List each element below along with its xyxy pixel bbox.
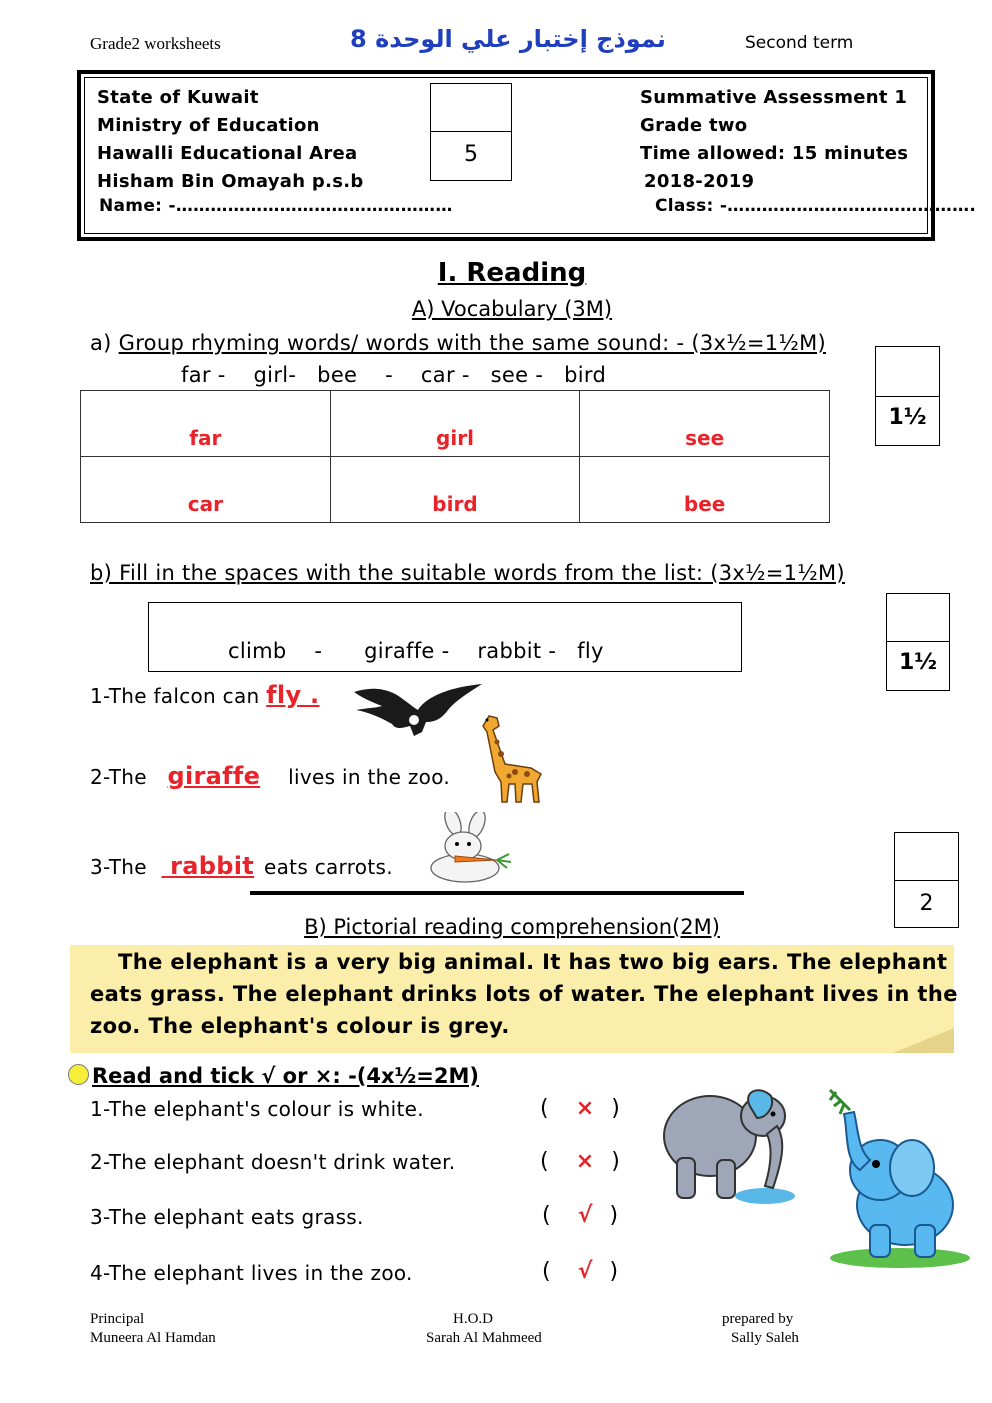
passage-line: zoo. The elephant's colour is grey. xyxy=(90,1014,510,1038)
prepared-title: prepared by xyxy=(722,1311,794,1327)
blue-elephant-image xyxy=(810,1080,975,1270)
sentence-text: lives in the zoo. xyxy=(288,765,451,789)
rabbit-image xyxy=(415,812,515,886)
rhyme-word-list: far - girl- bee - car - see - bird xyxy=(181,363,607,387)
statement-4: 4-The elephant lives in the zoo. xyxy=(90,1261,413,1285)
paren-close: ) xyxy=(611,1096,620,1121)
table-cell[interactable]: bird xyxy=(330,457,580,523)
score-box-a xyxy=(875,346,940,446)
arabic-title-text: نموذج إختبار علي الوحدة xyxy=(375,25,666,53)
grey-elephant-image xyxy=(655,1078,805,1208)
assessment-line: 2018-2019 xyxy=(644,171,755,192)
paren-open: ( xyxy=(540,1096,549,1121)
question-a xyxy=(90,331,826,355)
passage-line: The elephant is a very big animal. It has two big ears. The elephant xyxy=(118,950,948,974)
cross-mark: × xyxy=(575,1149,595,1174)
paren-open: ( xyxy=(542,1259,551,1284)
question-b: b) Fill in the spaces with the suitable words from the list: (3x½=1½M) xyxy=(90,561,845,585)
falcon-image xyxy=(352,670,492,742)
table-cell[interactable]: girl xyxy=(330,391,580,457)
question-a-text: Group rhyming words/ words with the same sound: - (3x½=1½M) xyxy=(118,331,827,355)
sentence-text: 2-The xyxy=(90,765,154,789)
paren-close: ) xyxy=(609,1203,619,1228)
table-cell[interactable]: see xyxy=(580,391,830,457)
name-field[interactable]: Name: -………………………………………… xyxy=(99,196,453,216)
section-title-suffix: . Reading xyxy=(447,258,587,288)
tick-instruction: Read and tick √ or ×: -(4x½=2M) xyxy=(92,1064,479,1088)
section-title xyxy=(0,258,992,288)
answer-rabbit[interactable]: rabbit xyxy=(161,852,255,880)
assessment-line: Time allowed: 15 minutes xyxy=(640,143,909,164)
vocabulary-subtitle: A) Vocabulary (3M) xyxy=(411,297,613,321)
divider xyxy=(250,891,744,895)
table-row xyxy=(81,457,830,523)
paren-open: ( xyxy=(540,1149,549,1174)
school-line: Hisham Bin Omayah p.s.b xyxy=(97,171,364,192)
hod-name: Sarah Al Mahmeed xyxy=(426,1330,542,1346)
top-right-label: Second term xyxy=(745,33,854,53)
sentence-text: eats carrots. xyxy=(264,855,393,879)
sentence-text: 1-The falcon can xyxy=(90,684,267,708)
score-b: 1½ xyxy=(898,650,938,675)
table-cell[interactable]: bee xyxy=(580,457,830,523)
school-line: Ministry of Education xyxy=(97,115,320,136)
sentence-text: 3-The xyxy=(90,855,154,879)
paren-close: ) xyxy=(611,1149,620,1174)
cross-mark: × xyxy=(575,1096,595,1121)
hod-title: H.O.D xyxy=(453,1311,493,1327)
rhyme-table xyxy=(80,390,830,523)
paren-close: ) xyxy=(609,1259,619,1284)
answer-slot-4[interactable] xyxy=(542,1259,622,1284)
answer-slot-3[interactable] xyxy=(542,1203,622,1228)
question-a-prefix: a) xyxy=(90,331,119,355)
word-bank: climb - giraffe - rabbit - fly xyxy=(228,639,604,663)
passage-text xyxy=(90,946,958,1042)
sentence-1 xyxy=(90,681,319,709)
statement-1: 1-The elephant's colour is white. xyxy=(90,1097,424,1121)
comprehension-title: B) Pictorial reading comprehension(2M) xyxy=(304,915,720,939)
table-row xyxy=(81,391,830,457)
top-left-label: Grade2 worksheets xyxy=(90,34,221,53)
score-c: 2 xyxy=(919,891,934,916)
giraffe-image xyxy=(475,712,551,804)
sentence-2 xyxy=(90,762,450,790)
passage-line: eats grass. The elephant drinks lots of water. The elephant lives in the xyxy=(90,982,958,1006)
prepared-name: Sally Saleh xyxy=(731,1330,799,1346)
statement-2: 2-The elephant doesn't drink water. xyxy=(90,1150,456,1174)
arabic-title xyxy=(350,25,666,53)
assessment-info xyxy=(640,84,908,196)
total-score: 5 xyxy=(464,142,478,167)
school-line: State of Kuwait xyxy=(97,87,259,108)
answer-giraffe[interactable]: giraffe xyxy=(167,762,261,790)
principal-name: Muneera Al Hamdan xyxy=(90,1330,216,1346)
school-line: Hawalli Educational Area xyxy=(97,143,358,164)
school-info xyxy=(97,84,364,196)
score-box-c xyxy=(894,832,959,928)
unit-number: 8 xyxy=(350,25,367,53)
score-a: 1½ xyxy=(888,405,927,430)
table-cell[interactable]: far xyxy=(81,391,331,457)
section-title-prefix: I xyxy=(437,258,448,288)
tick-mark: √ xyxy=(577,1259,593,1284)
tick-mark: √ xyxy=(577,1203,593,1228)
answer-slot-2[interactable] xyxy=(540,1149,620,1174)
score-box-b xyxy=(886,593,950,691)
total-score-box xyxy=(430,83,512,181)
statement-3: 3-The elephant eats grass. xyxy=(90,1205,364,1229)
answer-slot-1[interactable] xyxy=(540,1096,620,1121)
assessment-line: Summative Assessment 1 xyxy=(640,87,908,108)
assessment-line: Grade two xyxy=(640,115,748,136)
table-cell[interactable]: car xyxy=(81,457,331,523)
class-field[interactable]: Class: -……………………………………. xyxy=(655,196,977,216)
answer-fly[interactable]: fly . xyxy=(266,681,320,709)
sentence-3 xyxy=(90,852,393,880)
principal-title: Principal xyxy=(90,1311,145,1327)
paren-open: ( xyxy=(542,1203,551,1228)
bullet-icon xyxy=(68,1064,89,1085)
